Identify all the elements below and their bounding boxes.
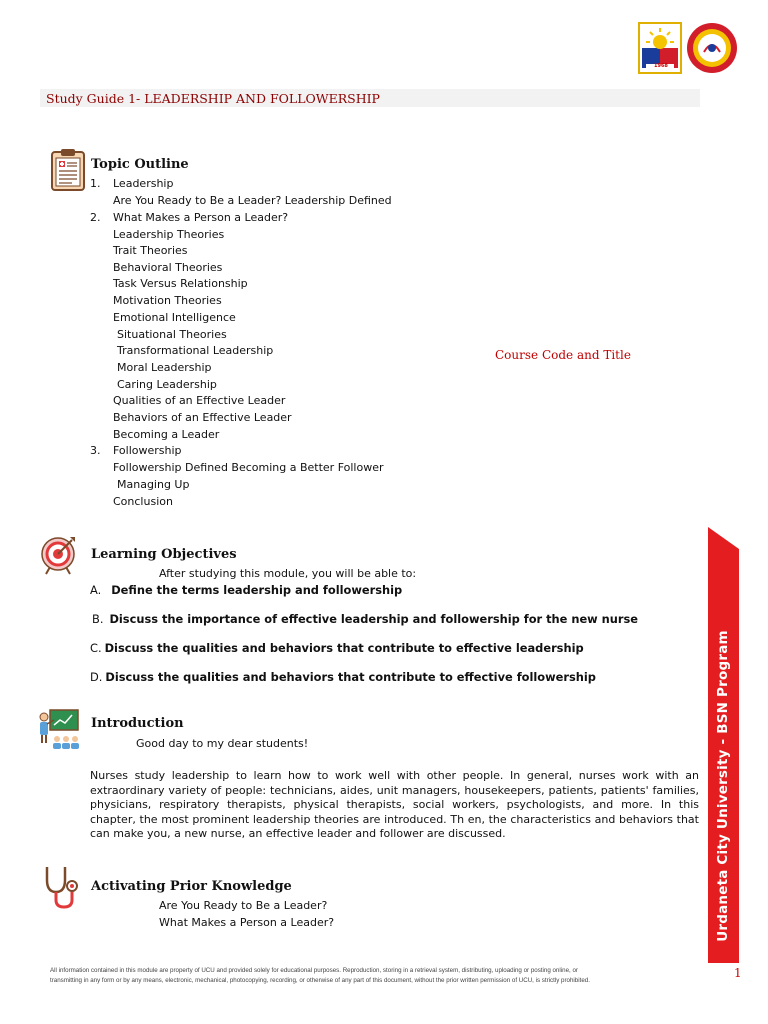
- objective-item: D. Discuss the qualities and behaviors that contribute to effective followership: [90, 670, 596, 684]
- outline-item: Motivation Theories: [113, 294, 222, 307]
- outline-item: Moral Leadership: [117, 361, 212, 374]
- objective-item: B. Discuss the importance of effective leadership and followership for the new nurse: [92, 612, 639, 626]
- objectives-intro: After studying this module, you will be able to:: [159, 567, 417, 580]
- objective-item: C. Discuss the qualities and behaviors that contribute to effective leadership: [90, 641, 584, 655]
- outline-item: Caring Leadership: [117, 378, 217, 391]
- stethoscope-icon: [42, 864, 82, 910]
- outline-item: Emotional Intelligence: [113, 311, 236, 324]
- prior-knowledge-item: Are You Ready to Be a Leader?: [159, 899, 328, 912]
- side-band-text: Urdaneta City University - BSN Program: [715, 630, 731, 942]
- outline-item: 1. Leadership: [90, 177, 174, 190]
- outline-item: Are You Ready to Be a Leader? Leadership Defined: [113, 194, 392, 207]
- course-code-title: Course Code and Title: [495, 348, 631, 362]
- learning-objectives-heading: Learning Objectives: [91, 547, 237, 562]
- topic-outline-list: [90, 177, 510, 517]
- outline-item: 2. What Makes a Person a Leader?: [90, 211, 289, 224]
- introduction-heading: Introduction: [91, 716, 184, 731]
- outline-item: Managing Up: [117, 478, 190, 491]
- outline-item: Transformational Leadership: [117, 344, 274, 357]
- ucu-seal-logo: [686, 22, 738, 74]
- topic-outline-heading: Topic Outline: [91, 157, 189, 172]
- outline-item: Leadership Theories: [113, 228, 225, 241]
- clipboard-icon: [50, 148, 86, 192]
- outline-item: Becoming a Leader: [113, 428, 220, 441]
- teacher-board-icon: [38, 708, 80, 750]
- outline-item: Trait Theories: [113, 244, 188, 257]
- target-icon: [40, 535, 76, 575]
- page-number: 1: [734, 966, 742, 980]
- outline-item: Situational Theories: [117, 328, 227, 341]
- footer-line: All information contained in this module are property of UCU and provided solely for educational purposes. Reproduction, storing in a retrieval system, distributing, uploading or posting online, or: [50, 967, 578, 974]
- objective-item: A. Define the terms leadership and followership: [90, 583, 403, 597]
- seal-year: 1968: [654, 63, 668, 69]
- ph-seal-logo: [638, 22, 682, 74]
- footer-disclaimer: [50, 966, 710, 986]
- introduction-greeting: Good day to my dear students!: [136, 737, 309, 750]
- outline-item: Behaviors of an Effective Leader: [113, 411, 292, 424]
- outline-item: Behavioral Theories: [113, 261, 223, 274]
- outline-item: Qualities of an Effective Leader: [113, 394, 286, 407]
- outline-item: 3. Followership: [90, 444, 182, 457]
- footer-line: transmitting in any form or by any means, electronic, mechanical, photocopying, recording, or otherwise of any part of this document, without the prior written permission of UCU, is strictly prohibited.: [50, 977, 590, 984]
- page-title: Study Guide 1- LEADERSHIP AND FOLLOWERSHIP: [46, 91, 380, 106]
- prior-knowledge-item: What Makes a Person a Leader?: [159, 916, 335, 929]
- outline-item: Followership Defined Becoming a Better Follower: [113, 461, 384, 474]
- outline-item: Task Versus Relationship: [113, 277, 248, 290]
- activating-prior-knowledge-heading: Activating Prior Knowledge: [91, 879, 292, 894]
- introduction-paragraph: Nurses study leadership to learn how to work well with other people. In general, nurses work with an extraordinary variety of people: technicians, aides, unit managers, housekeepers, patients, patients' families, physicians, respiratory therapists, physical therapists, social workers, psychologists, and more. In this chapter, the most prominent leadership theories are introduced. Th en, the characteristics and behaviors that can make you, a new nurse, an effective leader and follower are discussed.: [90, 769, 699, 841]
- outline-item: Conclusion: [113, 495, 173, 508]
